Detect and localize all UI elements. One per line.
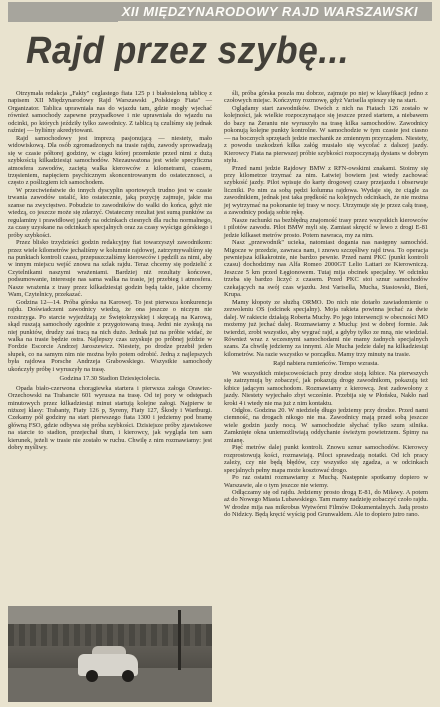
paragraph: śli, próba górska poszła mu dobrze, zajmuje po niej w klasyfikacji jedno z czołowych miejsc. Kończymy rozmowę, gdyż Varisella spieszy się na start. <box>224 90 428 105</box>
photo-trees <box>8 624 212 646</box>
section-subheading: Rajd nabiera rumieńców. Tempo wzrasta. <box>273 360 379 368</box>
photo-lamp-post <box>178 610 181 670</box>
paragraph: Rajd samochodowy jest imprezą pasjonującą — niestety, mało widowiskową. Dla osób zgromadzonych na trasie rajdu, zawody sprowadzają się w czasie półtorej godziny, w ciągu której przemknie przed nimi z dużą szybkością kilkadziesiąt samochodów. Niezauważona jest wiele specyficzna atmosfera zawodów, zaciętą walka kierowców z kilometrami, czasem, trzęsieniem, napięciem psychicznym skoncentrowanym do ostatecznosci, a często z poślizgiem ich samochodem. <box>8 134 212 187</box>
right-column <box>224 90 428 519</box>
section-subheading: Godzina 17.30 Stadion Dziesięciolecia. <box>59 375 161 383</box>
paragraph: Odłączamy się od rajdu. Jedziemy prosto drogą E-81, do Miławy. A potem aż do Nowego Miasta Lubawskiego. Tam mamy nadzieję zobaczyć czoło rajdu. W drodze mija nas mikrobus Wytwórni Filmów Dokumentalnych. Jadą prosto do Nidzicy. Będą kręcić wyścig pod Grunwaldem. Ale to dopiero jutro rano. <box>224 489 428 519</box>
paragraph: Mamy kłopoty ze służbą ORMO. Do nich nie dotarło zawiadomienie o zezwoleniu OS (odcinek specjalny). Moja rakieta powinna jechać za dwie dalej. W rakiecie działają Roberta Muchy. Po jego interwencji w obecności MO możemy już jechać dalej. Rozmawiamy z Muchą: jest w dobrej formie. Jak twierdzi, zrobi wszystko, aby wygrać rajd, a gdyby tylko ze mną, nie wiedział. Również wraz z wczesnymi samochodami nie mamy żadnych specjalnych szans. Za chwilę jedziemy za innymi. Ale Mucha jedzie dalej na kilkadziesiąt kilometrów. Na razie wszystko w porządku. Mamy trzy minuty na trasie. <box>224 298 428 358</box>
article-headline: Rajd przez szybę... <box>26 30 350 72</box>
photo-car-wheel <box>122 670 134 682</box>
paragraph: W przeciwieństwie do innych dyscyplin sportowych trudno jest w czasie trwania zawodów ustalić, kto ostatecznie, jaką pozycję zajmuje, jakie ma szanse na zwycięstwo. Pobudzie to zawodników do walki do końca, gdyż nie wiedzą, co jeszcze może się zdarzyć. Ostateczny rezultat jest sumą punktów za regulaminy i prawidłowej jazdy na odcinkach ciesnych dla ruchu normalnego, za czasy uzyskane na odcinkach specjalnych oraz za czasy wyścigu górskiego i próby szybkości. <box>8 186 212 239</box>
paragraph: We wszystkich miejscowościach przy drodze stoją kibice. Na pierwszych się zatrzymują by zobaczyć, jak pokazują drogę zawodnikom, pokazują też kibice jadącym samochodom. Rozmawiamy z kierowcą. Jest zadowolony z jazdy. Niestety wyjechało zbyt wcześnie. Przebija się w Płońsku, Nakło nad kroki 4 i wtedy nie ma już z nim kontaktu. <box>224 369 428 407</box>
paragraph: Odgłos. Godzina 20. W niedzielę długo jedziemy przy drodze. Przed nami ciemność, na drogach nikogo nie ma. Zawodnicy mają przed sobą jeszcze wiele godzin jazdy nocą. W samochodzie słychać tylko szum silnika. Zamknięte okna uniemożliwiają oddychanie świeżym powietrzem. Śpimy na zmianę. <box>224 407 428 444</box>
paragraph: Oglądamy start zawodników. Dwóch z nich na Fiatach 126 zostało w kolejności, jak wielkie rozpoczynające się jeszcze przed startem, a niebawem do bazy na Żeraniu nie wyruszyło na trasę kilka samochodów. Zawodnicy pokonują kolejne punkty kontrolne. W samochodzie w tym czasie jest ciasno — na bocznych sprzętach jedzie mechanik ze zmiennym przyrządem. Niestety, z powodu uszkodzeń kilka załóg musiało się wycofać z dalszej jazdy. Kierowcy Fiata na pierwszej próbie szybkości rozpoczynają dystans w dobrym stylu. <box>224 104 428 165</box>
paragraph: Godzina 12—14. Próba górska na Karowej. To jest pierwsza konkurencja rajdu. Doświadczeni zawodnicy wiedzą, że ona jeszcze o niczym nie rozstrzyga. Po starcie wyjeżdżają ze Świętokrzyskiej i skręcają na Karową, skąd ruszają samochody zgodnie z przygotowaną trasą. Jedni nie zyskują na niej punktów, drudzy zaś tracą na nich dużo. Jednak już na próbie widać, że walka na trasie będzie ostra. Najlepszy czas uzyskuje po próbnej jeździe w Fordzie Escorcie Andrzej Jaroszewicz. Niestety, po drodze przebił jeden słupek, co na samym nim nie można było potem odrobić. Jedną z najlepszych była rajdowa Porsche Andrzeja Grabowskiego. Wszystkie samochody ukończyły próbę i wyruszyły na trasę. <box>8 298 212 373</box>
banner-underline <box>8 20 118 22</box>
paragraph: Opada biało-czerwona chorągiewka startera i pierwsza załoga Orawiec-Orzechowski na Trabancie 601 wyrusza na trasę. Od tej pory w odstępach minutowych przez kilkadziesiąt minut startują kolejne załogi. Najpierw te niższej klasy: Trabanty, Fiaty 126 p, Syreny, Fiaty 127, Škody i Wartburgi. Czekamy pół godziny na start pierwszego fiata 1300 i jedziemy pod bramę główną FSO, gdzie odbywa się próba szybkości. Dzisiejsze próby zjawiskowe na starcie to stadion, przejechał tłum, i kierowcy, jak wygląda ten sam kierunek, jeżeli w trasie nie zostało w ruchu. Chwilę z nim rozmawiamy: jest dobry myśliwy. <box>8 384 212 452</box>
paragraph: Pięć metrów dalej punkt kontroli. Znowu sznur samochodów. Kierowcy rozprostowują kości, rozmawiają. Piloci sprawdzają notatki. Od ich pracy zależy, czy nie będą błędów, czy wszystko się zgadza, a w odcinkach specjalnych pełny mapa może kosztować drogo. <box>224 444 428 474</box>
paragraph: Przez blisko trzydzieści godzin redakcyjny fiat towarzyszył zawodnikom: przez wiele kilometrów jechaliśmy w kolumnie rajdowej, zatrzymywaliśmy się na punktach kontroli czasu, przepuszczaliśmy kierowców i pędzili za nimi, aby w innym miejscu wejść znowu na szlak rajdu. Teraz chcemy się podzielić z Czytelnikami naszymi wrażeniami. Bardziej niż rezultaty końcowe, podsumowanie, interesuje nas sama walka na trasie, jej przebieg i atmosfera. Nasze wrażenia z trasy przez kilkadziesiąt godzin będą takie, jakie chcemy Wam, Czytelnicy, przekazać. <box>8 239 212 299</box>
paragraph: Nasze rachunki na bezbłędną znajomość trasy przez wszystkich kierowców i pilotów zawodu. Pilot BMW myli się. Zamiast skręcić w lewo z drogi E-81 jedzie kilkaset metrów prosto. Potem nawraca, my za nim. <box>224 216 428 239</box>
paragraph: Nasz „przewodnik" ucieka, natomiast dogania nas następny samochód. Migocze w przedzie, zawraca nam, i znowu szczęśliwy rajd trwa. To operacja pewniejsza kilkakrotnie, nie bardzo pewnie. Przed nami PKC (punkt kontroli czasu) dochodzimy nas Alfa Romeo 2000GT Lelio Lattari ze Kierowniczą. Jeszcze 5 km przed Łęgionowem. Tutaj mija obcinek specjalny. W odcinku trzeba się bardzo liczyć z czasem. Przed PKC stoi sznur samochodów czekających na swój czas wjazdu. Jest Varisella, Mucha, Stasiowski, Bień, Krupa. <box>224 239 428 299</box>
paragraph: Po raz ostatni rozmawiamy z Muchą. Następnie spotkamy dopiero w Warszawie, ale o tym jeszcze nie wiemy. <box>224 474 428 489</box>
paragraph: Otrzymała redakcja „Fakty" ceglastego fiata 125 p i białosieloną tablicę z napisem XII Międzynarodowy Rajd Warszawski „Polskiego Fiata" — Organizator. Tablica uprawniała nas do wjazdu tam, gdzie mogły wjechać również samochody zapewne przypadkowe i nie uprawniała do wjazdu na odcinki, po których jeździły tylko zawodnicy. Z tablicą tą czuliśmy się jednak raźniej — byliśmy akredytowani. <box>8 90 212 135</box>
photo-car-wheel <box>86 670 98 682</box>
left-column <box>8 90 212 452</box>
rally-car-photo <box>8 606 212 702</box>
event-banner: XII MIĘDZYNARODOWY RAJD WARSZAWSKI <box>8 2 432 21</box>
paragraph: Przed nami jedzie Rajdowy BMW z RFN-owskimi znakami. Stoimy się przy kilometrze trzymać za nim. Łatwiej bowiem jest wtedy zachować szybkość jazdy. Pilot wpisuje do karty drogowej czasy przejazdu i obserwuje liczniki. Po nim za sobą pędzi kolumna rajdowa. Wydaje się, że ciągle za zawodnikiem, jednak jest taka prędkość na kolejnych odcinkach, że nie można jej wytrzymać na pokonanie tej trasy w nocy. Utrzymuje się je przez całą trasę, a zawodnicy podają sobie rękę. <box>224 164 428 217</box>
